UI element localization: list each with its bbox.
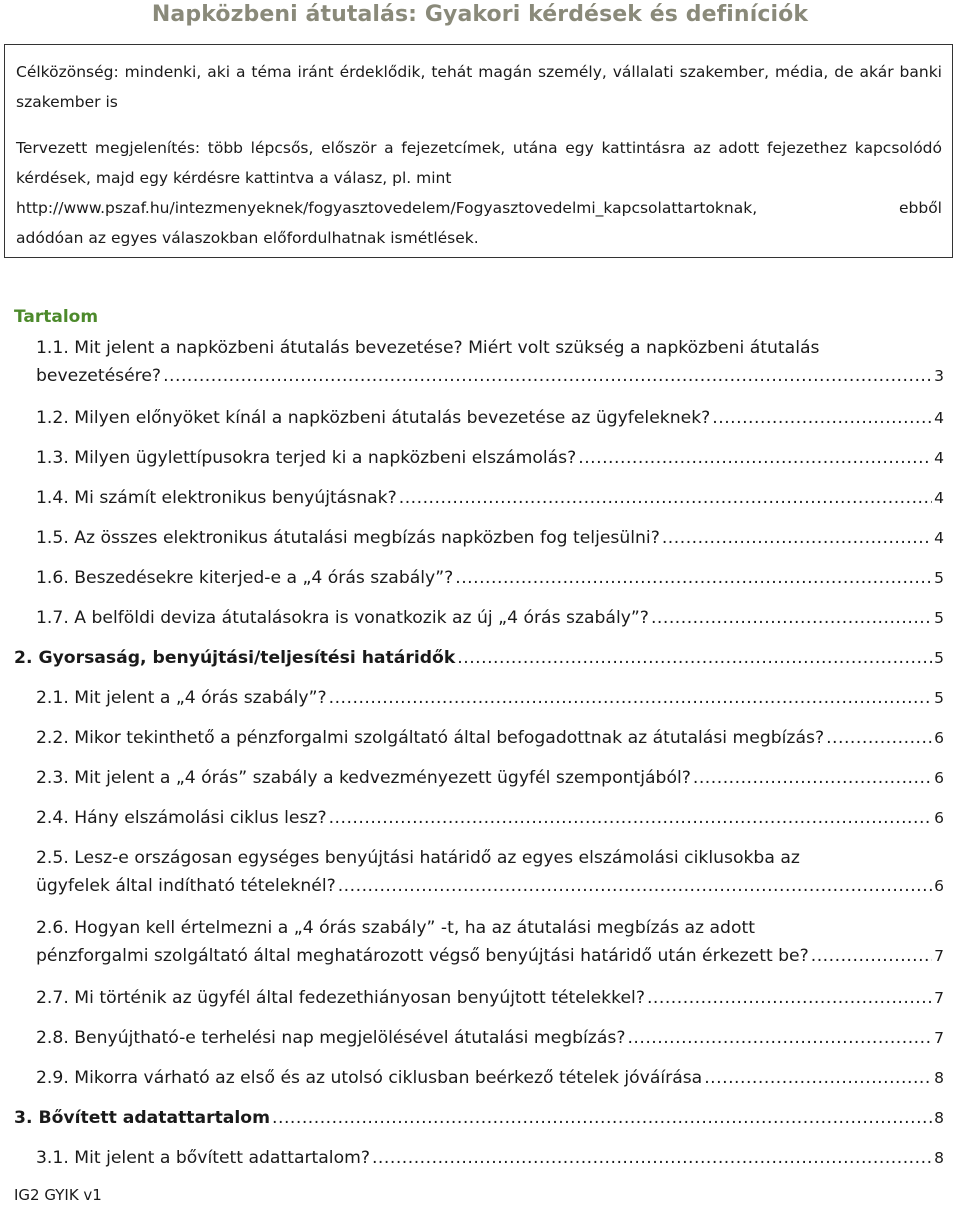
toc-leader bbox=[693, 764, 932, 792]
toc-entry-first-line: 2.6. Hogyan kell értelmezni a „4 órás szabály” -t, ha az átutalási megbízás az adott bbox=[36, 918, 755, 938]
toc-leader bbox=[651, 604, 932, 632]
toc-page-number: 6 bbox=[934, 809, 944, 827]
toc-entry-title: pénzforgalmi szolgáltató által meghatározott végső benyújtási határidő után érkezett be? bbox=[36, 946, 809, 966]
toc-page-number: 4 bbox=[934, 409, 944, 427]
toc-leader bbox=[704, 1064, 932, 1092]
toc-entry[interactable] bbox=[14, 984, 944, 1012]
toc-entry[interactable] bbox=[14, 444, 944, 472]
audience-text: Célközönség: mindenki, aki a téma iránt érdeklődik, tehát magán személy, vállalati szakember, média, de akár banki szakember is bbox=[16, 63, 942, 111]
toc-chapter[interactable] bbox=[14, 1104, 944, 1132]
toc-entry-first-line: 2.5. Lesz-e országosan egységes benyújtási határidő az egyes elszámolási ciklusokba az bbox=[36, 848, 800, 868]
toc-page-number: 5 bbox=[934, 649, 944, 667]
toc-leader bbox=[163, 362, 932, 390]
toc-entry-first-line: 1.1. Mit jelent a napközbeni átutalás bevezetése? Miért volt szükség a napközbeni átutalás bbox=[36, 338, 820, 358]
toc-leader bbox=[455, 564, 932, 592]
toc-entry-title: 1.4. Mi számít elektronikus benyújtásnak? bbox=[36, 488, 397, 508]
toc-entry-title: 1.3. Milyen ügylettípusokra terjed ki a napközbeni elszámolás? bbox=[36, 448, 577, 468]
toc-page-number: 7 bbox=[934, 1029, 944, 1047]
toc-entry[interactable] bbox=[14, 334, 944, 390]
toc-page-number: 5 bbox=[934, 609, 944, 627]
toc-page-number: 5 bbox=[934, 569, 944, 587]
toc-entry-title: 2.4. Hány elszámolási ciklus lesz? bbox=[36, 808, 327, 828]
display-text-1: Tervezett megjelenítés: több lépcsős, először a fejezetcímek, utána egy kattintásra az adott fejezethez kapcsolódó kérdések, majd egy kérdésre kattintva a válasz, pl. mint bbox=[16, 139, 942, 187]
toc-entry-title: 2.1. Mit jelent a „4 órás szabály”? bbox=[36, 688, 327, 708]
display-text-2: adódóan az egyes válaszokban előfordulhatnak ismétlések. bbox=[16, 229, 479, 247]
toc-leader bbox=[811, 942, 932, 970]
toc-leader bbox=[329, 684, 933, 712]
display-url: http://www.pszaf.hu/intezmenyeknek/fogyasztovedelem/Fogyasztovedelmi_kapcsolattartoknak, bbox=[16, 199, 758, 217]
toc-entry[interactable] bbox=[14, 484, 944, 512]
document-footer: IG2 GYIK v1 bbox=[14, 1186, 102, 1204]
toc-leader bbox=[712, 404, 932, 432]
toc-entry-title: 2. Gyorsaság, benyújtási/teljesítési határidők bbox=[14, 648, 456, 668]
toc-entry-title: 1.7. A belföldi deviza átutalásokra is vonatkozik az új „4 órás szabály”? bbox=[36, 608, 649, 628]
toc-entry[interactable] bbox=[14, 1024, 944, 1052]
toc-leader bbox=[826, 724, 932, 752]
toc-entry-title: 2.9. Mikorra várható az első és az utolsó ciklusban beérkező tételek jóváírása bbox=[36, 1068, 703, 1088]
toc-page-number: 6 bbox=[934, 769, 944, 787]
toc-entry-title: 2.7. Mi történik az ügyfél által fedezethiányosan benyújtott tételekkel? bbox=[36, 988, 645, 1008]
toc-leader bbox=[272, 1104, 932, 1132]
toc-entry-title: 1.5. Az összes elektronikus átutalási megbízás napközben fog teljesülni? bbox=[36, 528, 660, 548]
toc-page-number: 6 bbox=[934, 729, 944, 747]
toc-page-number: 6 bbox=[934, 877, 944, 895]
toc-page-number: 3 bbox=[934, 367, 944, 385]
display-url-tail: ebből bbox=[898, 199, 942, 217]
info-box bbox=[4, 44, 953, 258]
toc-page-number: 4 bbox=[934, 489, 944, 507]
toc-chapter[interactable] bbox=[14, 644, 944, 672]
toc-leader bbox=[338, 872, 932, 900]
toc-entry-title: 2.8. Benyújtható-e terhelési nap megjelölésével átutalási megbízás? bbox=[36, 1028, 626, 1048]
display-text bbox=[16, 133, 942, 253]
toc-entry-title: 3.1. Mit jelent a bővített adattartalom? bbox=[36, 1148, 370, 1168]
toc-entry-title: 1.6. Beszedésekre kiterjed-e a „4 órás szabály”? bbox=[36, 568, 454, 588]
toc-entry[interactable] bbox=[14, 1144, 944, 1172]
toc-entry[interactable] bbox=[14, 684, 944, 712]
toc-page-number: 8 bbox=[934, 1069, 944, 1087]
toc-page-number: 5 bbox=[934, 689, 944, 707]
toc-entry[interactable] bbox=[14, 604, 944, 632]
toc-leader bbox=[578, 444, 932, 472]
toc-entry-title: 3. Bővített adatattartalom bbox=[14, 1108, 271, 1128]
toc-entry[interactable] bbox=[14, 724, 944, 752]
page-title: Napközbeni átutalás: Gyakori kérdések és definíciók bbox=[151, 2, 809, 27]
toc-entry[interactable] bbox=[14, 764, 944, 792]
toc-page-number: 7 bbox=[934, 947, 944, 965]
toc-entry[interactable] bbox=[14, 804, 944, 832]
toc-entry-title: 2.3. Mit jelent a „4 órás” szabály a kedvezményezett ügyfél szempontjából? bbox=[36, 768, 691, 788]
toc-entry-title: ügyfelek által indítható tételeknél? bbox=[36, 876, 336, 896]
toc-page-number: 4 bbox=[934, 449, 944, 467]
toc-entry[interactable] bbox=[14, 564, 944, 592]
toc-entry[interactable] bbox=[14, 1064, 944, 1092]
toc-leader bbox=[647, 984, 932, 1012]
toc-leader bbox=[457, 644, 932, 672]
toc-entry-title: bevezetésére? bbox=[36, 366, 162, 386]
toc-entry[interactable] bbox=[14, 404, 944, 432]
toc-page-number: 8 bbox=[934, 1109, 944, 1127]
toc-leader bbox=[662, 524, 932, 552]
toc-entry-title: 2.2. Mikor tekinthető a pénzforgalmi szolgáltató által befogadottnak az átutalási megbízás? bbox=[36, 728, 825, 748]
toc-heading: Tartalom bbox=[14, 307, 99, 327]
toc-leader bbox=[627, 1024, 932, 1052]
toc-page-number: 8 bbox=[934, 1149, 944, 1167]
toc-page-number: 4 bbox=[934, 529, 944, 547]
toc-entry[interactable] bbox=[14, 524, 944, 552]
toc-page-number: 7 bbox=[934, 989, 944, 1007]
toc-entry[interactable] bbox=[14, 914, 944, 970]
toc-leader bbox=[399, 484, 932, 512]
toc-entry-title: 1.2. Milyen előnyöket kínál a napközbeni átutalás bevezetése az ügyfeleknek? bbox=[36, 408, 711, 428]
toc-leader bbox=[372, 1144, 932, 1172]
display-url-line bbox=[16, 193, 942, 223]
toc-leader bbox=[329, 804, 933, 832]
toc-entry[interactable] bbox=[14, 844, 944, 900]
